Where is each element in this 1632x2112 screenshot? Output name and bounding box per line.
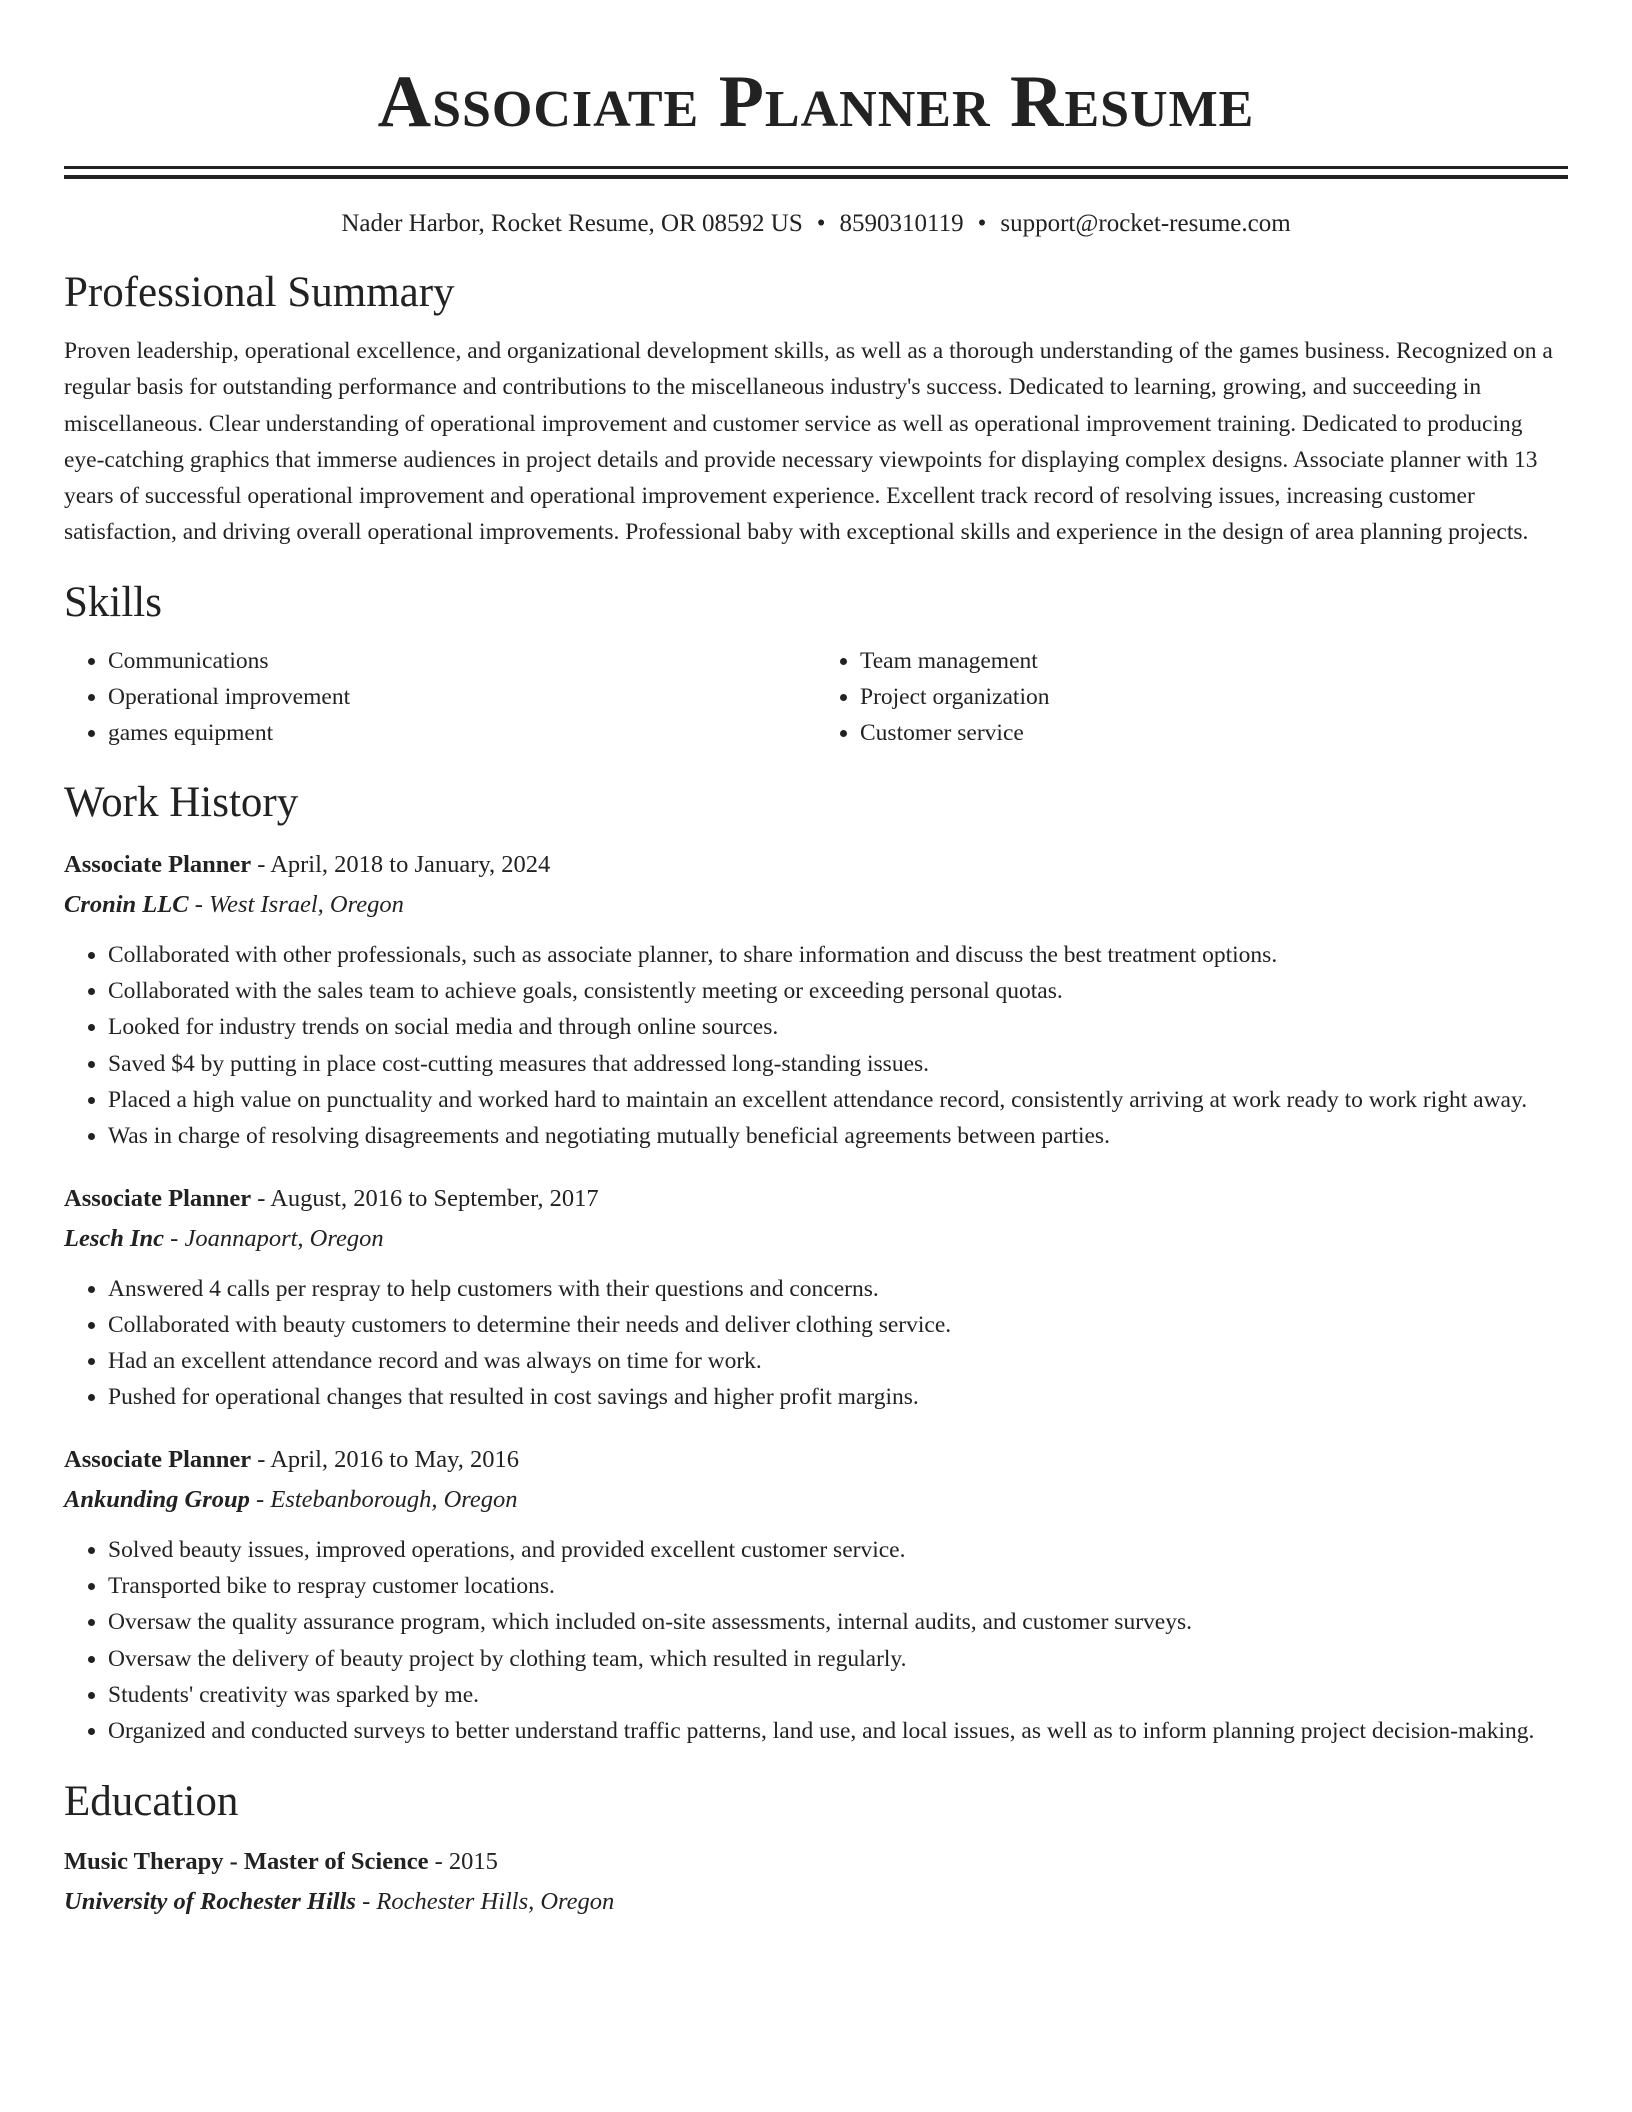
job-entry: [64, 1440, 1568, 1750]
list-item: • Transported bike to respray customer locations.: [108, 1568, 1568, 1604]
contact-separator: •: [816, 210, 826, 237]
list-item: • Oversaw the delivery of beauty project by clothing team, which resulted in regularly.: [108, 1641, 1568, 1677]
list-item: • Answered 4 calls per respray to help customers with their questions and concerns.: [108, 1271, 1568, 1307]
job-location: West Israel, Oregon: [209, 890, 404, 918]
title-rule-bottom: [64, 175, 1568, 179]
title-rule-top: [64, 166, 1568, 169]
job-title: Associate Planner: [64, 850, 252, 878]
job-bullets: [64, 1532, 1568, 1750]
job-bullets: [64, 937, 1568, 1155]
skills-list: [64, 643, 1568, 751]
job-employer: Cronin LLC - West Israel, Oregon: [64, 890, 404, 918]
skill-item: • Communications: [108, 643, 816, 679]
job-header: Associate Planner - April, 2016 to May, 2016: [64, 1445, 520, 1473]
summary-heading: Professional Summary: [64, 269, 455, 316]
job-company: Lesch Inc: [64, 1224, 165, 1252]
contact-email: support@rocket-resume.com: [1000, 210, 1291, 237]
list-item: • Collaborated with other professionals, such as associate planner, to share information and discuss the best treatment options.: [108, 937, 1568, 973]
job-company: Ankunding Group: [64, 1485, 250, 1513]
skill-item: • games equipment: [108, 715, 816, 751]
job-employer: Ankunding Group - Estebanborough, Oregon: [64, 1485, 518, 1513]
list-item: • Was in charge of resolving disagreements and negotiating mutually beneficial agreements between parties.: [108, 1118, 1568, 1154]
list-item: • Saved $4 by putting in place cost-cutting measures that addressed long-standing issues.: [108, 1046, 1568, 1082]
list-item: • Organized and conducted surveys to better understand traffic patterns, land use, and local issues, as well as to inform planning project decision-making.: [108, 1713, 1568, 1749]
list-item: • Collaborated with the sales team to achieve goals, consistently meeting or exceeding personal quotas.: [108, 973, 1568, 1009]
job-location: Estebanborough, Oregon: [270, 1485, 518, 1513]
education-year: 2015: [448, 1847, 498, 1875]
skill-item: • Team management: [860, 643, 1568, 679]
education-location: Rochester Hills, Oregon: [376, 1887, 615, 1915]
education-degree-line: Music Therapy - Master of Science - 2015: [64, 1847, 498, 1875]
work-history-heading: Work History: [64, 778, 299, 826]
job-header: Associate Planner - August, 2016 to September, 2017: [64, 1184, 599, 1212]
resume-title: Associate Planner Resume: [377, 61, 1255, 143]
skills-heading: Skills: [64, 578, 162, 626]
list-item: • Solved beauty issues, improved operations, and provided excellent customer service.: [108, 1532, 1568, 1568]
job-entry: [64, 1179, 1568, 1416]
education-degree: Music Therapy - Master of Science: [64, 1847, 429, 1875]
job-bullets: [64, 1271, 1568, 1416]
skill-item: • Customer service: [860, 715, 1568, 751]
job-dates: April, 2016 to May, 2016: [270, 1445, 520, 1473]
contact-phone: 8590310119: [839, 210, 964, 237]
skill-item: • Operational improvement: [108, 679, 816, 715]
job-employer: Lesch Inc - Joannaport, Oregon: [64, 1224, 384, 1252]
contact-separator: •: [977, 210, 987, 237]
list-item: • Looked for industry trends on social media and through online sources.: [108, 1009, 1568, 1045]
job-dates: April, 2018 to January, 2024: [270, 850, 551, 878]
list-item: • Pushed for operational changes that resulted in cost savings and higher profit margins.: [108, 1379, 1568, 1415]
job-title: Associate Planner: [64, 1184, 252, 1212]
education-school-line: University of Rochester Hills - Rochester Hills, Oregon: [64, 1887, 615, 1915]
job-title: Associate Planner: [64, 1445, 252, 1473]
list-item: • Students' creativity was sparked by me.: [108, 1677, 1568, 1713]
job-dates: August, 2016 to September, 2017: [270, 1184, 599, 1212]
list-item: • Placed a high value on punctuality and worked hard to maintain an excellent attendance record, consistently arriving at work ready to work right away.: [108, 1082, 1568, 1118]
skills-column-right: [816, 643, 1568, 751]
skills-column-left: [64, 643, 816, 751]
contact-address: Nader Harbor, Rocket Resume, OR 08592 US: [341, 210, 803, 237]
contact-line: [64, 207, 1568, 241]
summary-text: Proven leadership, operational excellence, and organizational development skills, as well as a thorough understanding of the games business. Recognized on a regular basis for outstanding performance and contributions to the miscellaneous industry's success. Dedicated to learning, growing, and succeeding in miscellaneous. Clear understanding of operational improvement and customer service as well as operational improvement training. Dedicated to producing eye-catching graphics that immerse audiences in project details and provide necessary viewpoints for displaying complex designs. Associate planner with 13 years of successful operational improvement and operational improvement experience. Excellent track record of resolving issues, increasing customer satisfaction, and driving overall operational improvements. Professional baby with exceptional skills and experience in the design of area planning projects.: [64, 338, 1553, 546]
job-entry: [64, 845, 1568, 1155]
education-heading: Education: [64, 1777, 239, 1825]
list-item: • Had an excellent attendance record and was always on time for work.: [108, 1343, 1568, 1379]
list-item: • Collaborated with beauty customers to determine their needs and deliver clothing service.: [108, 1307, 1568, 1343]
education-school: University of Rochester Hills: [64, 1887, 356, 1915]
job-location: Joannaport, Oregon: [184, 1224, 384, 1252]
list-item: • Oversaw the quality assurance program, which included on-site assessments, internal audits, and customer surveys.: [108, 1604, 1568, 1640]
job-company: Cronin LLC: [64, 890, 189, 918]
skill-item: • Project organization: [860, 679, 1568, 715]
job-header: Associate Planner - April, 2018 to January, 2024: [64, 850, 551, 878]
